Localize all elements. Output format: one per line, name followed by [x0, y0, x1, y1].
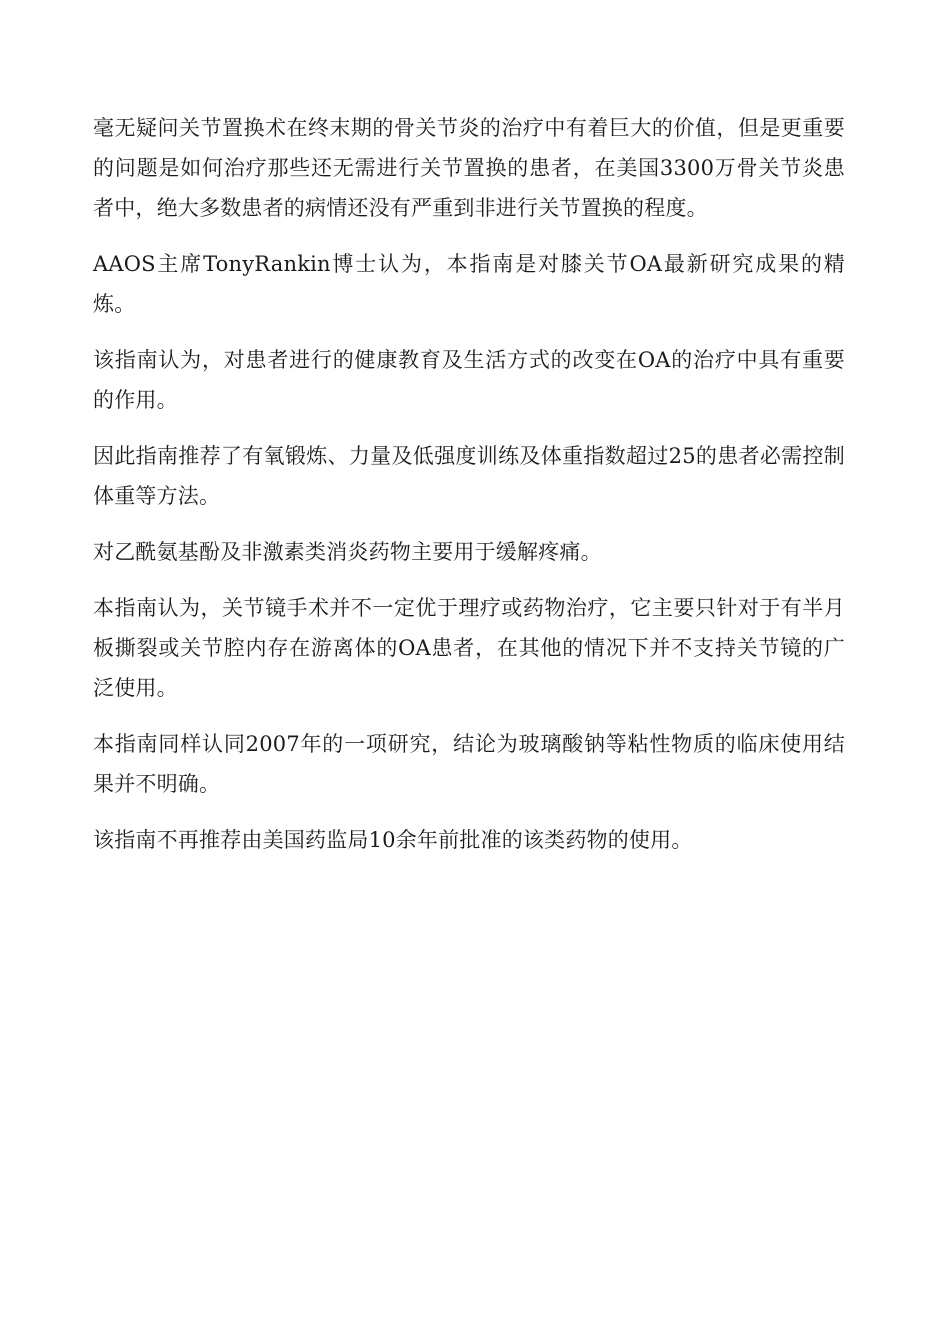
- paragraph-joint-replacement: 毫无疑问关节置换术在终末期的骨关节炎的治疗中有着巨大的价值，但是更重要的问题是如何治疗那些还无需进行关节置换的患者，在美国3300万骨关节炎患者中，绝大多数患者的病情还没有严重到非进行关节置换的程度。: [93, 116, 845, 220]
- paragraph-arthroscopy: 本指南认为，关节镜手术并不一定优于理疗或药物治疗，它主要只针对于有半月板撕裂或关节腔内存在游离体的OA患者，在其他的情况下并不支持关节镜的广泛使用。: [93, 596, 845, 700]
- paragraph-health-education: 该指南认为，对患者进行的健康教育及生活方式的改变在OA的治疗中具有重要的作用。: [93, 348, 845, 412]
- paragraph-exercise-recommendation: 因此指南推荐了有氧锻炼、力量及低强度训练及体重指数超过25的患者必需控制体重等方法。: [93, 444, 845, 508]
- paragraph-pain-relief-drugs: 对乙酰氨基酚及非激素类消炎药物主要用于缓解疼痛。: [93, 540, 602, 564]
- paragraph-hyaluronate-study: 本指南同样认同2007年的一项研究，结论为玻璃酸钠等粘性物质的临床使用结果并不明确。: [93, 732, 845, 796]
- document-body: [93, 108, 845, 876]
- paragraph-aaos-chairman: AAOS主席TonyRankin博士认为，本指南是对膝关节OA最新研究成果的精炼。: [93, 252, 845, 316]
- paragraph-no-longer-recommended: 该指南不再推荐由美国药监局10余年前批准的该类药物的使用。: [93, 828, 693, 852]
